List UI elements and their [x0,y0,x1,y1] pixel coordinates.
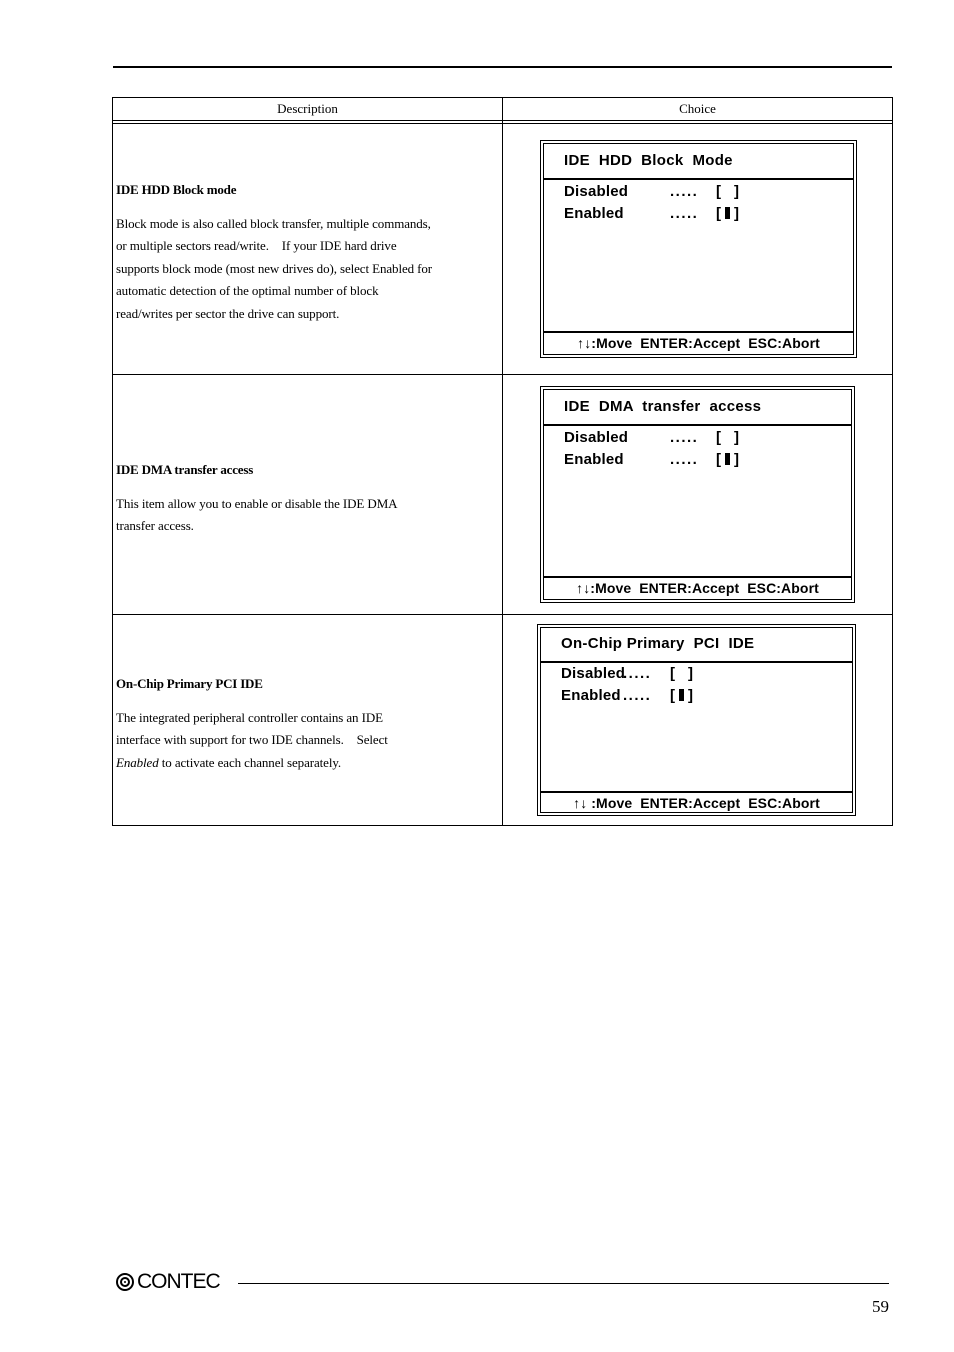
selected-marker-icon [725,453,730,465]
body-line: This item allow you to enable or disable the IDE DMA [116,495,398,511]
dialog-title: IDE DMA transfer access [564,398,762,415]
dialog-title: On-Chip Primary PCI IDE [561,635,755,652]
body-emphasis: Enabled [116,754,159,770]
dialog-frame [543,389,852,600]
body-line: transfer access. [116,518,194,534]
option-dots: ..... [623,687,652,704]
contec-logo-icon [116,1273,134,1291]
dialog-title-rule [544,424,851,426]
dialog-frame [540,627,853,813]
option-enabled-label[interactable]: Enabled [564,205,624,222]
option-dots: ..... [670,429,699,446]
row-divider [113,374,892,375]
option-disabled-label[interactable]: Disabled [564,183,629,200]
row-ide-hdd-block-mode-description [116,179,501,326]
footer-rule [238,1283,889,1284]
dialog-key-hints: ↑↓:Move ENTER:Accept ESC:Abort [576,580,819,596]
dialog-footer-rule [541,791,852,793]
header-rule-upper [113,120,892,121]
body-line: Block mode is also called block transfer, multiple commands, [116,215,431,231]
option-enabled-label[interactable]: Enabled [561,687,621,704]
option-disabled-label[interactable]: Disabled [561,665,626,682]
option-dots: ..... [670,451,699,468]
option-dots: ..... [670,183,699,200]
option-disabled-checkbox[interactable]: [ ] [716,183,739,200]
logo-text: CONTEC [137,1270,220,1293]
header-choice: Choice [679,101,716,116]
body-line: The integrated peripheral controller contains an IDE [116,709,383,725]
header-description: Description [277,101,338,116]
header-rule-lower [113,123,892,124]
body-line: read/writes per sector the drive can support. [116,305,340,321]
row-divider [113,614,892,615]
option-disabled-label[interactable]: Disabled [564,429,629,446]
dialog-title-rule [544,178,853,180]
row-title: IDE DMA transfer access [116,462,254,477]
contec-logo [116,1270,220,1294]
selected-marker-icon [679,689,684,701]
settings-table [112,97,893,826]
body-line: automatic detection of the optimal number of block [116,283,379,299]
row-body [116,493,501,538]
option-enabled-label[interactable]: Enabled [564,451,624,468]
body-line: supports block mode (most new drives do), select Enabled for [116,260,433,276]
body-line: to activate each channel separately. [158,754,342,770]
dialog-key-hints: ↑↓:Move ENTER:Accept ESC:Abort [577,335,820,351]
dialog-key-hints: ↑↓ :Move ENTER:Accept ESC:Abort [573,795,820,811]
option-disabled-checkbox[interactable]: [ ] [716,429,739,446]
column-divider [502,98,503,825]
row-on-chip-primary-pci-ide-description [116,673,501,774]
bios-dialog-on-chip-primary-pci-ide [537,624,856,816]
selected-marker-icon [725,207,730,219]
body-line: or multiple sectors read/write. If your IDE hard drive [116,238,397,254]
page-number: 59 [872,1297,889,1316]
dialog-footer-rule [544,576,851,578]
dialog-frame [543,143,854,355]
option-enabled-checkbox[interactable]: [ ] [670,687,693,704]
bios-dialog-ide-hdd-block-mode [540,140,857,358]
dialog-footer-rule [544,331,853,333]
option-dots: ..... [670,205,699,222]
row-ide-dma-transfer-access-description [116,459,501,538]
bios-dialog-ide-dma-transfer-access [540,386,855,603]
dialog-title-rule [541,661,852,663]
row-body [116,213,501,326]
dialog-title: IDE HDD Block Mode [564,152,733,169]
row-body [116,707,501,775]
row-title: IDE HDD Block mode [116,182,237,197]
body-line: interface with support for two IDE channels. Select [116,732,388,748]
row-title: On-Chip Primary PCI IDE [116,676,263,691]
option-enabled-checkbox[interactable]: [ ] [716,451,739,468]
header-rule [113,66,892,68]
option-enabled-checkbox[interactable]: [ ] [716,205,739,222]
option-disabled-checkbox[interactable]: [ ] [670,665,693,682]
option-dots: ..... [623,665,652,682]
